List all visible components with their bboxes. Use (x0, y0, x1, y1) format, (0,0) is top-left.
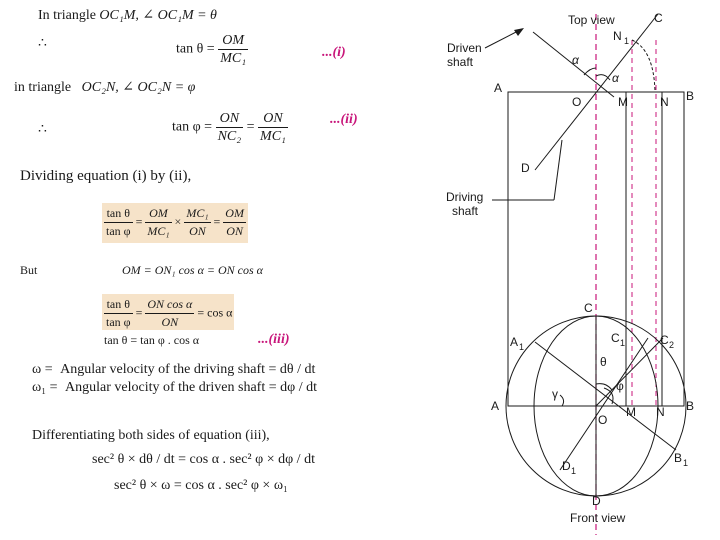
equals: = (135, 214, 143, 229)
line3-prefix: in triangle (14, 80, 72, 95)
driven-label-2: shaft (447, 55, 474, 69)
label-b1: B (674, 451, 683, 465)
frac-den: ON (226, 224, 243, 238)
line-triangle-oc1m (38, 8, 217, 24)
label-c-front: C (584, 301, 593, 315)
line1-expr: OC₁M, ∠ OC₁M = θ (99, 8, 217, 23)
frac-den: tan φ (106, 315, 131, 329)
driven-label-1: Driven (447, 41, 482, 55)
fraction-on-nc2 (216, 110, 244, 145)
equals: = (246, 119, 255, 135)
box1-equation (104, 205, 246, 240)
fraction-om-on (223, 205, 246, 240)
frac-num: ON (258, 110, 288, 128)
but-label: But (20, 263, 38, 277)
label-b-front: B (686, 399, 695, 413)
frac-num: OM (145, 205, 171, 223)
alpha-arc-2 (596, 75, 610, 80)
fraction-om-mc1 (145, 205, 171, 240)
driving-label-1: Driving (446, 190, 484, 204)
label-d-top: D (521, 161, 530, 175)
label-n-top: N (660, 95, 669, 109)
label-c2: C (660, 333, 669, 347)
but-expression: OM = ON₁ cos α = ON cos α (122, 263, 263, 277)
fraction-om-mc1 (218, 32, 248, 67)
omega-symbol: ω = (32, 362, 53, 377)
omega1-symbol: ω₁ = (32, 380, 58, 395)
therefore-symbol-2: ∴ (38, 122, 47, 137)
label-o-front: O (598, 413, 608, 427)
label-n1-top: N (613, 29, 622, 43)
label-d1: D (562, 459, 571, 473)
label-o-top: O (572, 95, 582, 109)
label-m-front: M (626, 405, 636, 419)
fraction-mc1-on (184, 205, 210, 240)
top-view-label: Top view (568, 13, 615, 27)
equals: = (213, 214, 221, 229)
driving-label-2: shaft (452, 204, 479, 218)
line-triangle-oc2n (14, 80, 195, 96)
fraction-tan-ratio (104, 296, 133, 331)
frac-den: ON (189, 224, 206, 238)
dividing-equation-line: Dividing equation (i) by (ii), (20, 168, 192, 184)
frac-num: OM (223, 205, 246, 223)
label-theta: θ (600, 355, 607, 369)
label-c1: C (611, 331, 620, 345)
label-b1-sub: 1 (683, 458, 689, 468)
tan-phi-lhs: tan φ = (172, 119, 213, 135)
fraction-tan-ratio (104, 205, 133, 240)
frac-num: ON cos α (145, 296, 194, 314)
label-alpha-1: α (572, 53, 579, 67)
equals: = (135, 305, 143, 320)
eq-final: sec² θ × ω = cos α . sec² φ × ω₁ (114, 478, 288, 493)
driven-arrowhead (514, 28, 524, 36)
eq-differentiated: sec² θ × dθ / dt = cos α . sec² φ × dφ / dt (92, 452, 315, 467)
label-alpha-2: α (612, 71, 619, 85)
frac-num: tan θ (104, 296, 133, 314)
driving-leader-line-2 (554, 140, 562, 200)
label-n-front: N (656, 405, 665, 419)
label-n1-sub: 1 (624, 36, 630, 46)
frac-num: OM (218, 32, 248, 50)
therefore-symbol-1: ∴ (38, 36, 47, 51)
omega-description: Angular velocity of the driving shaft = dθ / dt (60, 362, 316, 377)
frac-num: ON (216, 110, 244, 128)
omega1-line (32, 380, 317, 396)
frac-den: ON (161, 315, 179, 329)
label-a1: A (510, 335, 519, 349)
fraction-oncos-on (145, 296, 194, 331)
o-c2-line (596, 338, 663, 406)
times: × (174, 214, 182, 229)
eq-tan-product: tan θ = tan φ . cos α (104, 333, 200, 347)
eq-tag-ii: ...(ii) (330, 112, 358, 127)
line-tan-theta (38, 36, 47, 52)
eq-tan-theta (176, 32, 248, 67)
label-c-top: C (654, 11, 663, 25)
gamma-arc (560, 395, 564, 406)
label-a-front: A (491, 399, 500, 413)
omega-line (32, 362, 315, 378)
label-gamma: γ (552, 387, 558, 401)
frac-den: MC₁ (260, 129, 286, 144)
frac-den: MC₁ (220, 51, 247, 66)
eq-tag-iii: ...(iii) (258, 332, 290, 347)
label-phi: φ (616, 379, 624, 393)
frac-den: tan φ (106, 224, 131, 238)
eq-tag-i: ...(i) (322, 45, 346, 60)
differentiating-line: Differentiating both sides of equation (iii), (32, 428, 270, 443)
omega1-description: Angular velocity of the driven shaft = dφ / dt (65, 380, 317, 395)
frac-num: tan θ (104, 205, 133, 223)
fraction-on-mc1 (258, 110, 288, 145)
equals-cos-alpha: = cos α (197, 305, 233, 320)
label-c2-sub: 2 (669, 340, 675, 350)
box2-equation (104, 296, 232, 331)
line1-prefix: In triangle (38, 8, 96, 23)
label-a1-sub: 1 (519, 342, 525, 352)
frac-den: NC₂ (217, 129, 242, 144)
eq-tan-phi (172, 110, 288, 145)
frac-num: MC₁ (184, 205, 210, 223)
label-a-top: A (494, 81, 503, 95)
driven-arrow-line (485, 30, 520, 48)
theta-arc (596, 384, 612, 390)
label-b-top: B (686, 89, 695, 103)
line3-expr: OC₂N, ∠ OC₂N = φ (81, 80, 196, 95)
arc-n1 (632, 40, 655, 92)
label-m-top: M (618, 95, 628, 109)
front-view-label: Front view (570, 511, 626, 525)
label-d-front: D (592, 494, 601, 508)
label-c1-sub: 1 (620, 338, 626, 348)
tan-theta-lhs: tan θ = (176, 41, 215, 57)
label-d1-sub: 1 (571, 466, 577, 476)
frac-den: MC₁ (147, 224, 170, 238)
